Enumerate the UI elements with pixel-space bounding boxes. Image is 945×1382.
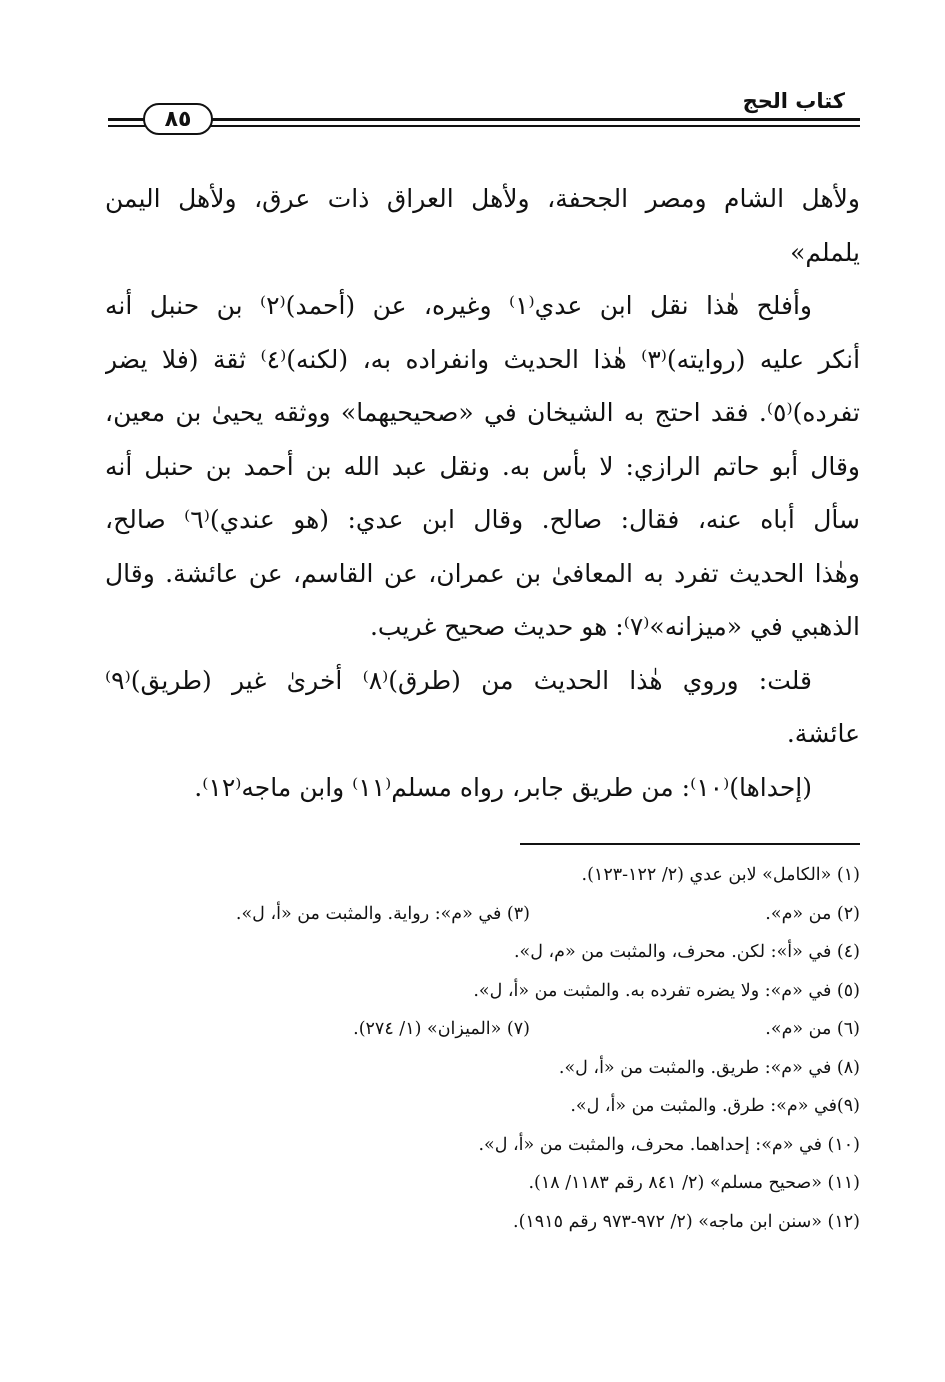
footnote: (٦) من «م». [765, 1019, 860, 1039]
footnote: (٢) من «م». [765, 903, 860, 924]
text-line: وقال أبو حاتم الرازي: لا بأس به. ونقل عبد الله بن أحمد بن حنبل أنه [105, 451, 860, 481]
footnote-separator [520, 843, 860, 845]
text-line: أنكر عليه (روايته)⁽٣⁾ هٰذا الحديث وانفراده به، (لكنه)⁽٤⁾ ثقة (فلا يضر [105, 344, 860, 374]
page-number: ٨٥ [143, 103, 213, 135]
text-line: الذهبي في «ميزانه»⁽٧⁾: هو حديث صحيح غريب. [369, 612, 860, 641]
text-line: تفرده)⁽٥⁾. فقد احتج به الشيخان في «صحيحيهما» ووثقه يحيىٰ بن معين، [105, 398, 860, 427]
text-line: يلملم» [790, 237, 860, 267]
text-line: وهٰذا الحديث تفرد به المعافىٰ بن عمران، عن القاسم، عن عائشة. وقال [105, 558, 860, 588]
footnote: (١٢) «سنن ابن ماجه» (٢/ ٩٧٢-٩٧٣ رقم ١٩١٥). [513, 1211, 860, 1232]
footnote-row [100, 972, 860, 1011]
footnote-row [100, 1087, 860, 1126]
text-line: (إحداها)⁽١٠⁾: من طريق جابر، رواه مسلم⁽١١⁾ وابن ماجه⁽١٢⁾. [194, 772, 812, 802]
main-text [105, 172, 860, 814]
footnote: (٣) في «م»: رواية. والمثبت من «أ، ل». [235, 903, 530, 924]
header-rule-thin [108, 125, 860, 127]
footnotes [100, 856, 860, 1241]
running-title: كتاب الحج [742, 89, 845, 113]
footnote-row [100, 1126, 860, 1165]
footnote: (٤) في «أ»: لكن. محرف، والمثبت من «م، ل». [513, 942, 860, 962]
footnote: (١) «الكامل» لابن عدي (٢/ ١٢٢-١٢٣). [581, 865, 860, 885]
footnote-row [100, 1203, 860, 1242]
text-line: سأل أباه عنه، فقال: صالح. وقال ابن عدي: (هو عندي)⁽٦⁾ صالح، [105, 505, 860, 534]
footnote-row [100, 1164, 860, 1203]
header-rule-thick [108, 118, 860, 121]
footnote: (٩)في «م»: طرق. والمثبت من «أ، ل». [570, 1096, 860, 1116]
footnote-row [100, 1010, 860, 1049]
text-line: وأفلح هٰذا نقل ابن عدي⁽١⁾ وغيره، عن (أحمد)⁽٢⁾ بن حنبل أنه [105, 291, 812, 320]
text-line: ولأهل الشام ومصر الجحفة، ولأهل العراق ذات عرق، ولأهل اليمن [105, 184, 860, 213]
text-line: قلت: وروي هٰذا الحديث من (طرق)⁽٨⁾ أخرىٰ غير (طريق)⁽٩⁾ [105, 665, 812, 695]
footnote: (٥) في «م»: ولا يضره تفرده به. والمثبت من «أ، ل». [473, 980, 860, 1001]
footnote-row [100, 895, 860, 934]
footnote: (١٠) في «م»: إحداهما. محرف، والمثبت من «أ، ل». [478, 1134, 860, 1155]
footnote-row [100, 933, 860, 972]
footnote: (١١) «صحيح مسلم» (٢/ ٨٤١ رقم ١١٨٣/ ١٨). [528, 1173, 860, 1193]
footnote-row [100, 1049, 860, 1088]
footnote: (٨) في «م»: طريق. والمثبت من «أ، ل». [558, 1057, 860, 1078]
footnote: (٧) «الميزان» (١/ ٢٧٤). [353, 1019, 530, 1039]
footnote-row [100, 856, 860, 895]
text-line: عائشة. [786, 719, 860, 748]
